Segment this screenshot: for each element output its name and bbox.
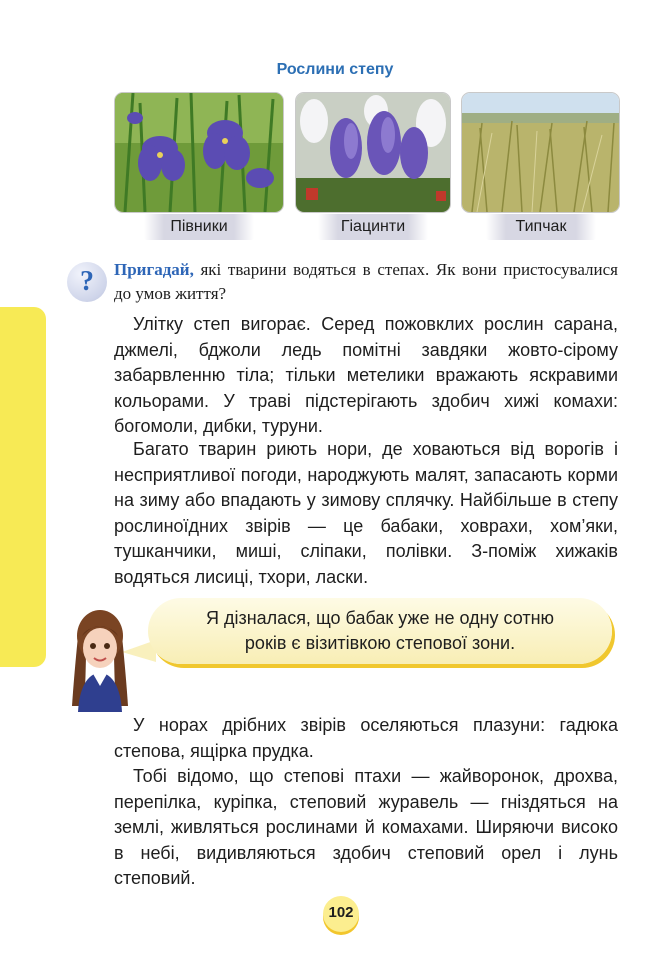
recall-text: які тварини водяться в степах. Як вони пристосувалися до умов життя? [114,260,618,303]
speech-bubble-line-1: Я дізналася, що бабак уже не одну сотню [205,608,555,628]
chapter-side-tab [0,307,46,667]
paragraph-birds: Тобі відомо, що степові птахи — жайворонок, дрохва, перепілка, куріпка, степовий журавель — гніздяться на землі, живляться рослинами й комахами. Ширяючи високо в небі, видивляються здобич степовий орел і лунь степовий. [114,766,618,888]
hyacinth-photo [295,92,451,213]
speech-bubble-line-2: років є візитівкою степової зони. [244,633,516,653]
page-number: 102 [323,896,359,932]
iris-caption: Півники [144,214,254,240]
hyacinth-caption: Гіацинти [318,214,428,240]
paragraph-reptiles: У норах дрібних звірів оселяються плазуни: гадюка степова, ящірка прудка. [114,715,618,761]
section-title: Рослини степу [276,61,394,78]
speech-bubble [148,598,612,664]
recall-question [114,258,618,306]
fescue-photo [461,92,620,213]
question-mark-icon: ? [67,262,107,302]
paragraph-burrows: Багато тварин риють нори, де ховаються від ворогів і несприятливої погоди, народжують малят, запасають корми на зиму або впадають у зимову сплячку. Найбільше в степу рослиноїдних звірів — це бабаки, ховрахи, хом’яки, тушканчики, миші, сліпаки, полівки. З-поміж хижаків водяться лисиці, тхори, ласки. [114,439,618,587]
iris-photo [114,92,284,213]
girl-character-illustration [64,606,136,712]
fescue-caption: Типчак [486,214,596,240]
paragraph-summer: Улітку степ вигорає. Серед пожовклих рослин сарана, джмелі, бджоли ледь помітні завдяки жовто-сірому забарвленню тіла; тільки метелики вражають яскравими кольорами. У траві підстерігають здобич хижі комахи: богомоли, дибки, туруни. [114,314,618,436]
recall-lead: Пригадай, [114,260,194,279]
